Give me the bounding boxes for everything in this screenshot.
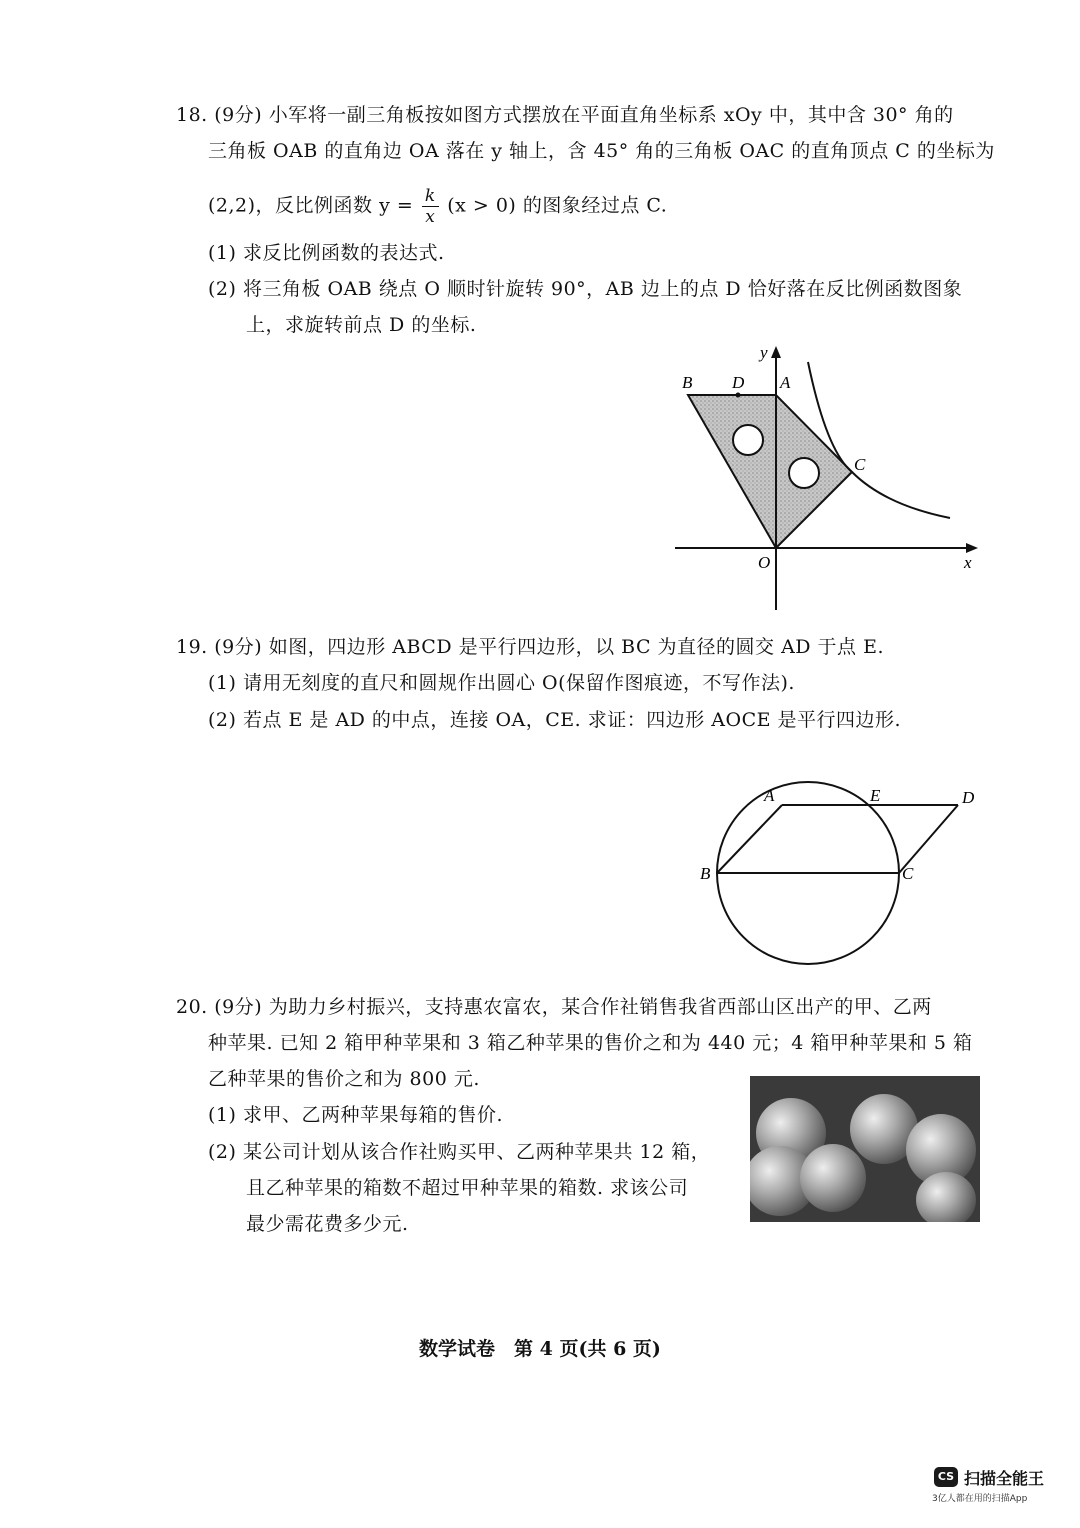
hole-2 bbox=[789, 458, 819, 488]
label-C: C bbox=[902, 864, 914, 883]
q18-fraction bbox=[422, 186, 439, 227]
segment-AB bbox=[717, 805, 782, 873]
label-E: E bbox=[870, 786, 881, 805]
q18-frac-den: x bbox=[425, 207, 436, 227]
q20-sub2a: (2) 某公司计划从该合作社购买甲、乙两种苹果共 12 箱， bbox=[208, 1141, 711, 1163]
apples-photo bbox=[750, 1076, 980, 1222]
label-x: x bbox=[964, 553, 972, 572]
q18-sub1: (1) 求反比例函数的表达式. bbox=[208, 242, 445, 264]
q19-figure bbox=[690, 775, 990, 965]
q18-sub2a: (2) 将三角板 OAB 绕点 O 顺时针旋转 90°，AB 边上的点 D 恰好落在反比例函数图象 bbox=[208, 278, 963, 300]
watermark-name: 扫描全能王 bbox=[964, 1469, 1045, 1488]
q20-line3: 乙种苹果的售价之和为 800 元. bbox=[208, 1068, 480, 1090]
scanner-watermark bbox=[928, 1463, 1068, 1513]
q18-line3-post: (x > 0) 的图象经过点 C. bbox=[447, 194, 668, 217]
label-O: O bbox=[758, 553, 771, 572]
page-footer: 数学试卷 第 4 页(共 6 页) bbox=[419, 1338, 661, 1360]
q20-line2: 种苹果. 已知 2 箱甲种苹果和 3 箱乙种苹果的售价之和为 440 元；4 箱甲种苹果和 5 箱 bbox=[208, 1032, 973, 1054]
q20-sub1: (1) 求甲、乙两种苹果每箱的售价. bbox=[208, 1104, 503, 1126]
label-C: C bbox=[854, 455, 866, 474]
q20-sub2c: 最少需花费多少元. bbox=[246, 1213, 409, 1235]
hole-1 bbox=[733, 425, 763, 455]
label-D: D bbox=[732, 373, 745, 392]
point-D bbox=[736, 393, 741, 398]
q19-line1: 19. (9分) 如图，四边形 ABCD 是平行四边形，以 BC 为直径的圆交 AD 于点 E. bbox=[176, 636, 885, 658]
q18-sub2b: 上，求旋转前点 D 的坐标. bbox=[246, 314, 477, 336]
label-A: A bbox=[764, 786, 775, 805]
q18-line3-pre: (2,2)，反比例函数 y = bbox=[208, 194, 414, 217]
segment-CD bbox=[899, 805, 958, 873]
q20-line1: 20. (9分) 为助力乡村振兴，支持惠农富农，某合作社销售我省西部山区出产的甲、乙两 bbox=[176, 996, 932, 1018]
q19-sub1: (1) 请用无刻度的直尺和圆规作出圆心 O(保留作图痕迹，不写作法). bbox=[208, 672, 795, 694]
q18-line2: 三角板 OAB 的直角边 OA 落在 y 轴上，含 45° 角的三角板 OAC 的直角顶点 C 的坐标为 bbox=[208, 140, 995, 162]
label-B: B bbox=[682, 373, 693, 392]
x-axis-arrow bbox=[966, 543, 978, 553]
label-y: y bbox=[760, 343, 768, 362]
label-B: B bbox=[700, 864, 711, 883]
triangle-OAB bbox=[688, 395, 776, 548]
q18-line1: 18. (9分) 小军将一副三角板按如图方式摆放在平面直角坐标系 xOy 中，其中含 30° 角的 bbox=[176, 104, 954, 126]
cs-logo-icon: CS bbox=[934, 1467, 958, 1487]
q18-figure bbox=[660, 340, 990, 620]
q18-frac-num: k bbox=[422, 186, 439, 207]
label-D: D bbox=[962, 788, 975, 807]
q19-sub2: (2) 若点 E 是 AD 的中点，连接 OA，CE. 求证：四边形 AOCE 是平行四边形. bbox=[208, 709, 902, 731]
q18-line3 bbox=[208, 186, 667, 227]
q20-sub2b: 且乙种苹果的箱数不超过甲种苹果的箱数. 求该公司 bbox=[246, 1177, 689, 1199]
y-axis-arrow bbox=[771, 346, 781, 358]
label-A: A bbox=[780, 373, 791, 392]
watermark-tagline: 3亿人都在用的扫描App bbox=[932, 1494, 1028, 1504]
